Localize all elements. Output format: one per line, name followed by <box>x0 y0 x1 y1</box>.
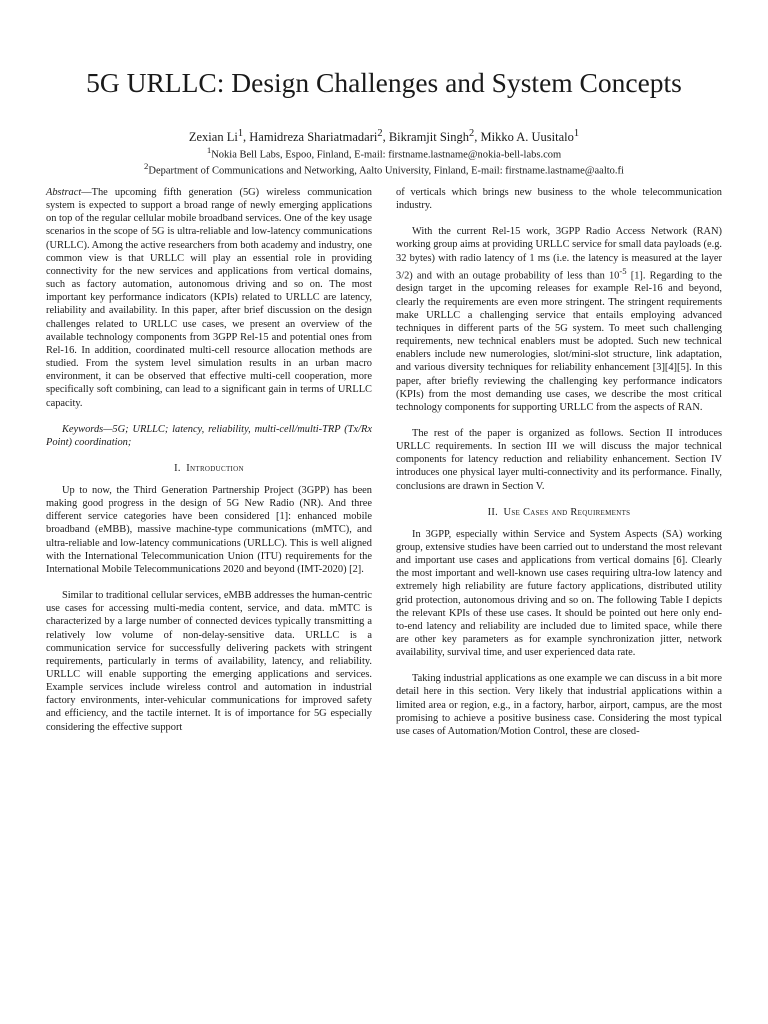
paragraph-text: With the current Rel-15 work, 3GPP Radio Access Network (RAN) working group aims at providing URLLC service for small data payloads (e.g. 32 bytes) with radio latency of 1 ms (i.e. the latency is measured at the layer 3/2) and with an outage probability of less than 10 <box>396 226 722 282</box>
author-affil-mark: 1 <box>237 128 244 139</box>
affiliation-1 <box>0 144 768 162</box>
abstract <box>46 186 372 410</box>
affil-text: Nokia Bell Labs, Espoo, Finland, E-mail: firstname.lastname@nokia-bell-labs.com <box>211 149 562 161</box>
author-affil-mark: 2 <box>377 128 383 139</box>
section-heading-introduction: I. Introduction <box>174 462 244 474</box>
right-column <box>396 186 722 738</box>
paragraph: The rest of the paper is organized as follows. Section II introduces URLLC requirements. In section III we will discuss the major technical components for latency reduction and reliability enhancement. Section IV introduces one physical layer multi-connectivity and its performance. Finally, conclusions are drawn in Section V. <box>396 427 722 492</box>
affiliation-2 <box>0 160 768 178</box>
author-name: Bikramjit Singh <box>388 130 470 145</box>
left-column <box>46 186 372 734</box>
author-affil-mark: 2 <box>469 128 475 139</box>
section-heading-use-cases: II. Use Cases and Requirements <box>487 506 631 518</box>
affil-text: Department of Communications and Networking, Aalto University, Finland, E-mail: firstname.lastname@aalto.fi <box>148 165 624 177</box>
paragraph: Taking industrial applications as one example we can discuss in a bit more detail here in this section. Very likely that industrial applications within a limited area or region, e.g., in a factory, harbor, airport, campus, are the most promising to achieve a positive business case. Considering the most typical use cases of Automation/Motion Control, these are closed- <box>396 673 722 737</box>
paragraph: Similar to traditional cellular services, eMBB addresses the human-centric use cases for accessing multi-media content, service, and data. mMTC is characterized by a large number of connected devices typically transmitting a relatively low volume of non-delay-sensitive data. URLLC is a communication service for successfully delivering packets with stringent requirements, particularly in terms of availability, latency, and reliability. URLLC will enable supporting the emerging applications and services. Example services include wireless control and automation in industrial factory environments, inter-vehicular communications for improved safety and efficiency, and the tactile internet. It is of importance for 5G especially considering the effective support <box>46 590 372 733</box>
paragraph: In 3GPP, especially within Service and System Aspects (SA) working group, extensive studies have been carried out to understand the most relevant and important use cases and applications from vertical domains [6]. Clearly the most important and well-known use cases requiring ultra-low latency and extremely high reliability are future factory applications, distributed utility grid protection, autonomous driving and so on. The following Table I depicts the relevant KPIs of these use cases. It should be pointed out here only end-to-end latency and reliability are included due to limited space, while there are other key parameters as for example synchronization jitter, network availability, survival time, and user experienced data rate. <box>396 528 722 659</box>
paragraph <box>396 225 722 414</box>
author-affil-mark: 1 <box>573 128 580 139</box>
abstract-text: —The upcoming fifth generation (5G) wireless communication system is expected to support a broad range of newly emerging applications on top of the regular cellular mobile broadband services. One of the key usage scenarios in the scope of 5G is ultra-reliable and low-latency communications (URLLC). Among the active researchers from both academy and industry, one common view is that URLLC will play an essential role in providing connectivity for the new services and applications from vertical domains, such as factory automation, autonomous driving and so on. The most important key performance indicators (KPIs) related to URLLC are latency, reliability and availability. In this paper, after brief discussion on the design challenges related to URLLC use cases, we present an overview of the available technology components from 3GPP Rel-15 and potential ones from Rel-16. In addition, coordinated multi-cell resource allocation methods are studied. From the system level simulation results in an urban macro environment, it can be observed that effective multi-cell cooperation, more specifically soft combining, can lead to a significant gain in terms of URLLC capacity. <box>46 187 372 409</box>
keywords-text: —5G; URLLC; latency, reliability, multi-cell/multi-TRP (Tx/Rx Point) coordination; <box>46 423 372 448</box>
affil-mark: 1 <box>206 145 212 155</box>
paragraph-text: [1]. Regarding to the design target in the upcoming releases for example Rel-16 and beyond, clearly the requirements are even more stringent. The stringent requirements make URLLC a challenging service that entails employing advanced techniques in different parts of the 5G system. To meet such challenging requirements, new technical enablers must be adopted. Such new technical enablers include new numerologies, slot/mini-slot structure, link adaptation, and various diversity techniques for reliability enhancement [3][4][5]. In this paper, after briefly reviewing the challenging key performance indicators (KPIs) from the most demanding use cases, we describe the most critical technology components for supporting URLLC from the aspects of RAN. <box>396 270 722 413</box>
author-name: Mikko A. Uusitalo <box>480 130 574 145</box>
paragraph-continued: of verticals which brings new business to the whole telecommunication industry. <box>396 187 722 212</box>
keywords-label: Keywords <box>62 423 104 435</box>
affil-mark: 2 <box>144 161 149 171</box>
abstract-label: Abstract <box>46 187 82 198</box>
paper-title: 5G URLLC: Design Challenges and System Concepts <box>86 67 682 98</box>
author-list: Zexian Li$^1$, Hamidreza Shariatmadari$^2$, Bikramjit Singh$^2$, Mikko A. Uusitalo$^1$ <box>188 128 580 145</box>
exponent: -5 <box>619 265 627 276</box>
author-name: Zexian Li <box>188 130 238 145</box>
author-name: Hamidreza Shariatmadari <box>249 130 378 145</box>
paragraph: Up to now, the Third Generation Partnership Project (3GPP) has been making good progress in the design of 5G New Radio (NR). And three different service categories have been considered [1]: enhanced mobile broadband (eMBB), massive machine-type communications (mMTC), and ultra-reliable and low-latency communications (URLLC). This is well aligned with the International Telecommunication Union (ITU) requirements for the International Mobile Telecommunications 2020 and beyond (IMT-2020) [2]. <box>46 484 372 575</box>
keywords <box>46 423 372 449</box>
